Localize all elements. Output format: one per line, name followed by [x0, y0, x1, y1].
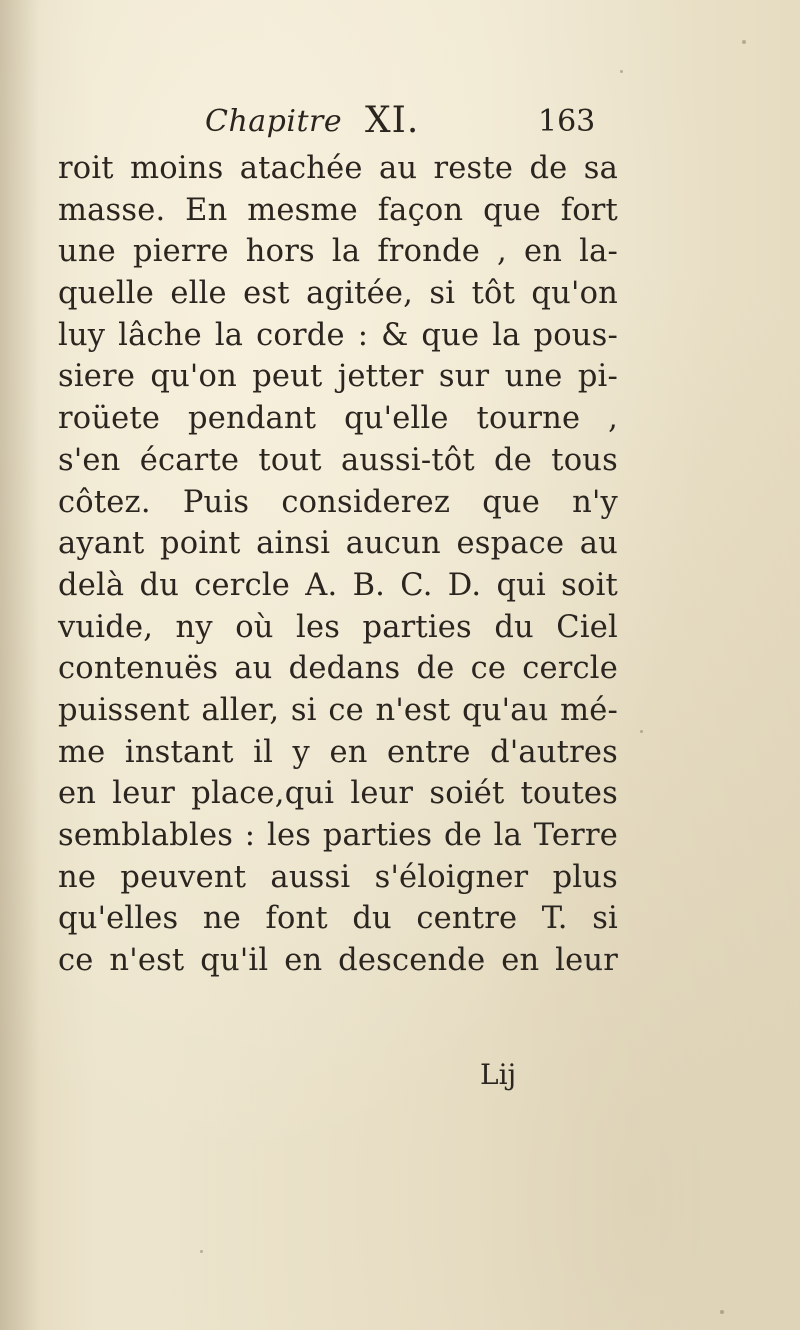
text-line: delà du cercle A. B. C. D. qui soit — [58, 567, 618, 603]
paper-speck — [200, 1250, 203, 1253]
running-head — [0, 100, 800, 150]
text-line: quelle elle est agitée, si tôt qu'on — [58, 276, 618, 312]
text-line: qu'elles ne font du centre T. si — [58, 901, 618, 937]
text-line: siere qu'on peut jetter sur une pi- — [58, 359, 618, 395]
paper-speck — [720, 1310, 724, 1314]
paper-speck — [742, 40, 746, 44]
text-line: côtez. Puis considerez que n'y — [58, 484, 618, 520]
text-line: semblables : les parties de la Terre — [58, 818, 618, 853]
chapter-number: XI. — [365, 100, 420, 141]
text-line: ce n'est qu'il en descende en leur — [58, 943, 618, 979]
body-text — [58, 148, 618, 982]
text-line: contenuës au dedans de ce cercle — [58, 651, 618, 687]
text-line: ne peuvent aussi s'éloigner plus — [58, 859, 618, 895]
text-line: me instant il y en entre d'autres — [58, 734, 618, 770]
page-number: 163 — [538, 104, 596, 139]
text-line: roüete pendant qu'elle tourne , — [58, 401, 618, 437]
text-line: s'en écarte tout aussi-tôt de tous — [58, 442, 618, 478]
paper-speck — [620, 70, 623, 73]
signature-mark: Lij — [480, 1058, 517, 1091]
text-line: une pierre hors la fronde , en la- — [58, 234, 618, 270]
page-gutter-shadow — [0, 0, 40, 1330]
text-line: ayant point ainsi aucun espace au — [58, 526, 618, 562]
text-line: roit moins atachée au reste de sa — [58, 151, 618, 186]
paper-speck — [640, 730, 643, 733]
text-line: luy lâche la corde : & que la pous- — [58, 317, 618, 353]
chapter-title: Chapitre — [205, 104, 343, 139]
text-line: en leur place,qui leur soiét toutes — [58, 776, 618, 812]
text-line: puissent aller, si ce n'est qu'au mé- — [58, 692, 618, 728]
text-line: vuide, ny où les parties du Ciel — [58, 609, 618, 645]
text-line: masse. En mesme façon que fort — [58, 192, 618, 228]
